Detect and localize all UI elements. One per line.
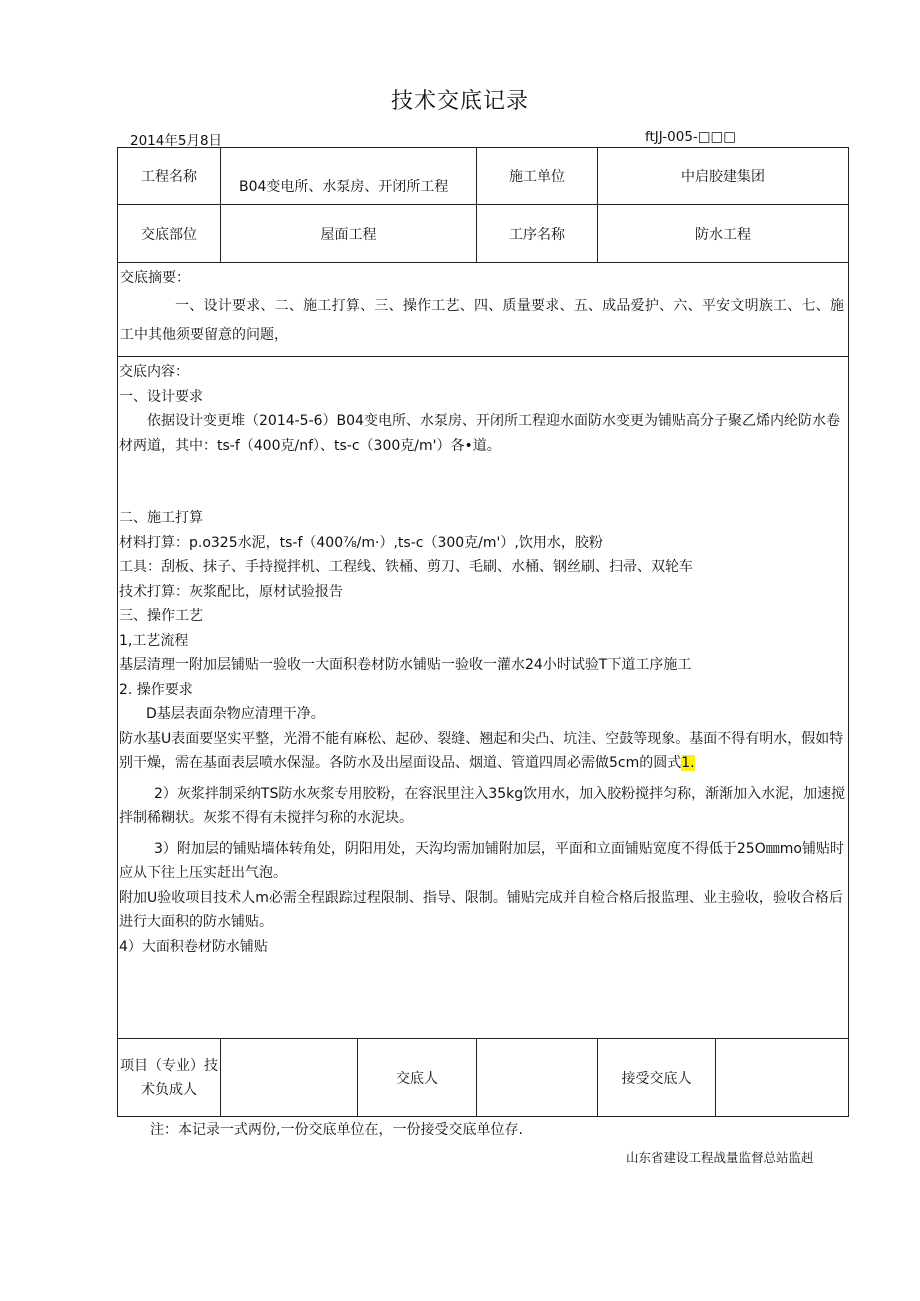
requirement-2: 2）灰浆拌制采纳TS防水灰浆专用胶粉，在容泯里注入35kg饮用水，加入胶粉搅拌匀称，渐渐加入水泥，加速搅拌制稀糊状。灰浆不得有未搅拌匀称的水泥块。 bbox=[119, 785, 846, 826]
discloser-signature[interactable] bbox=[477, 1039, 598, 1117]
signature-row bbox=[118, 1039, 849, 1117]
summary-text: 一、设计要求、二、施工打算、三、操作工艺、四、质量要求、五、成品爱护、六、平安文明族工、七、施工中其他须要留意的问题， bbox=[120, 298, 845, 343]
receiver-label: 接受交底人 bbox=[598, 1039, 716, 1117]
requirement-3: 3）附加层的铺贴墙体转角处，阴阳用处，天沟均需加铺附加层，平面和立面铺贴宽度不得低于25O㎜mo铺贴时应从下往上压实赶出气泡。 bbox=[119, 840, 844, 881]
summary-cell bbox=[118, 263, 849, 357]
requirement-base-text: 防水基U表面要坚实平整，光滑不能有麻松、起砂、裂缝、翘起和尖凸、坑洼、空鼓等现象。基面不得有明水，假如特别干燥，需在基面表层喷水保湿。各防水及出屋面设品、烟道、管道四周必需做5cm的圆式 bbox=[119, 730, 844, 771]
record-code: ftJJ-005-□□□ bbox=[645, 129, 737, 145]
requirement-4: 4）大面积卷材防水铺贴 bbox=[119, 938, 268, 955]
process-name-value: 防水工程 bbox=[598, 205, 849, 263]
section-2-tools: 工具：刮板、抹子、手持搅拌机、工程线、铁桶、剪刀、毛刷、水桶、钢丝刷、扫帚、双轮车 bbox=[119, 559, 693, 575]
requirement-d: D基层表面杂物应清理干净。 bbox=[146, 706, 325, 722]
operation-requirements-title: 2. 操作要求 bbox=[119, 681, 193, 698]
section-2-title: 二、施工打算 bbox=[119, 510, 203, 526]
requirement-base bbox=[118, 727, 848, 776]
part-row bbox=[118, 205, 849, 263]
process-flow-text: 基层清理一附加层铺贴一验收一大面积卷材防水铺贴一验收一灌水24小时试验T下道工序施工 bbox=[119, 657, 692, 673]
summary-row bbox=[118, 263, 849, 357]
process-name-label: 工序名称 bbox=[477, 205, 598, 263]
content-row bbox=[118, 357, 849, 1039]
highlight-mark: 1. bbox=[681, 755, 695, 771]
document-title: 技术交底记录 bbox=[390, 89, 529, 114]
record-date: 2014年5月8日 bbox=[130, 133, 223, 149]
receiver-signature[interactable] bbox=[716, 1039, 849, 1117]
process-flow-title: 1,工艺流程 bbox=[119, 632, 189, 649]
section-2-technical: 技术打算：灰浆配比，原材试验报告 bbox=[119, 583, 343, 600]
section-2-materials: 材料打算：p.o325水泥，ts-f（400⅞/m·）,ts-c（300克/m'）,饮用水，胶粉 bbox=[119, 534, 603, 551]
construction-unit-value: 中启胶建集团 bbox=[598, 148, 849, 205]
project-row bbox=[118, 148, 849, 205]
summary-heading: 交底摘要： bbox=[120, 270, 190, 286]
tech-lead-signature[interactable] bbox=[221, 1039, 358, 1117]
issuer-footer: 山东省建设工程战量监督总站监赳 bbox=[626, 1150, 814, 1165]
project-name-value: B04变电所、水泵房、开闭所工程 bbox=[221, 148, 477, 205]
tech-lead-label: 项目（专业）技术负成人 bbox=[118, 1039, 221, 1117]
disclosure-form-table bbox=[117, 147, 849, 1117]
disclosure-part-label: 交底部位 bbox=[118, 205, 221, 263]
project-name-label: 工程名称 bbox=[118, 148, 221, 205]
disclosure-part-value: 屋面工程 bbox=[221, 205, 477, 263]
requirement-acceptance: 附加U验收项目技术人m必需全程跟踪过程限制、指导、限制。铺贴完成并自检合格后报监理、业主验收，验收合格后进行大面积的防水铺贴。 bbox=[119, 889, 843, 930]
content-cell bbox=[118, 357, 849, 1039]
section-3-title: 三、操作工艺 bbox=[119, 608, 203, 624]
construction-unit-label: 施工单位 bbox=[477, 148, 598, 205]
section-1-text: 依据设计变更堆（2014-5-6）B04变电所、水泵房、开闭所工程迎水面防水变更为铺贴高分子聚乙烯内纶防水卷材两道，其中：ts-f（400克/nf）、ts-c（300克/m'）各•道。 bbox=[119, 413, 840, 454]
section-1-title: 一、设计要求 bbox=[119, 388, 203, 405]
record-note: 注：本记录一式两份,一份交底单位在，一份接受交底单位存. bbox=[150, 1122, 523, 1138]
content-heading: 交底内容： bbox=[119, 364, 189, 380]
discloser-label: 交底人 bbox=[358, 1039, 477, 1117]
